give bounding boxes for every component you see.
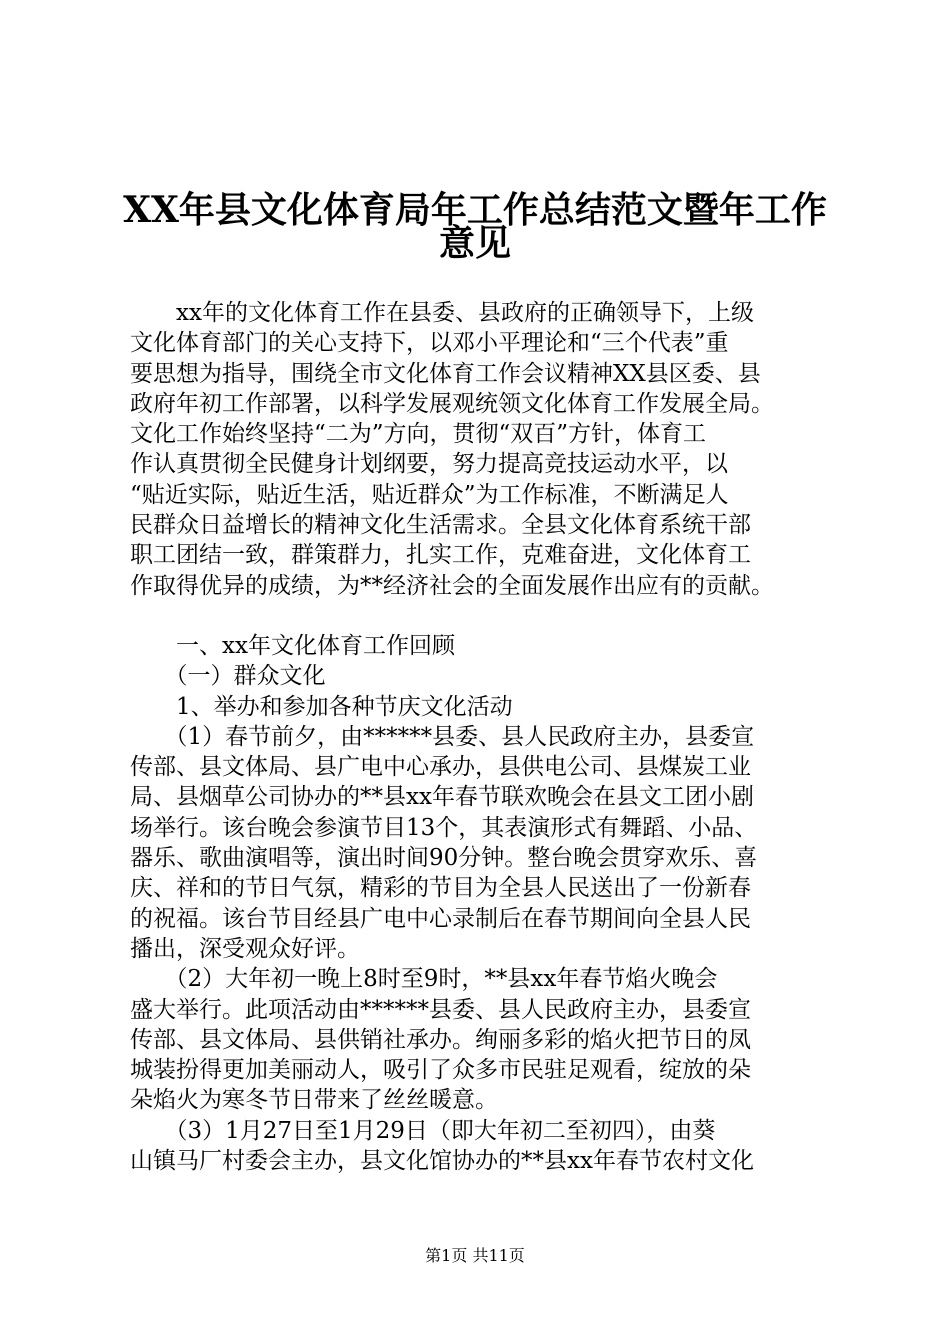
text-line: （3）1月27日至1月29日（即大年初二至初四），由葵 [130, 1117, 716, 1144]
text-line: 传部、县文体局、县广电中心承办，县供电公司、县煤炭工业 [130, 754, 751, 781]
text-line: 局、县烟草公司协办的**县xx年春节联欢晚会在县文工团小剧 [130, 784, 754, 811]
text-line: 民群众日益增长的精神文化生活需求。全县文化体育系统干部 [130, 512, 751, 539]
text-line: （1）春节前夕，由******县委、县人民政府主办，县委宣 [130, 723, 755, 750]
text-line: “贴近实际，贴近生活，贴近群众”为工作标准，不断满足人 [130, 481, 729, 508]
text-line: 场举行。该台晚会参演节目13个，其表演形式有舞蹈、小品、 [130, 814, 758, 841]
text-line: 作认真贯彻全民健身计划纲要，努力提高竞技运动水平，以 [130, 451, 728, 478]
text-line: 的祝福。该台节目经县广电中心录制后在春节期间向全县人民 [130, 905, 751, 932]
text-line: 文化体育部门的关心支持下，以邓小平理论和“三个代表”重 [130, 330, 729, 357]
text-line: 传部、县文体局、县供销社承办。绚丽多彩的焰火把节日的凤 [130, 1026, 751, 1053]
item-heading: 1、举办和参加各种节庆文化活动 [130, 693, 513, 720]
subsection-heading: （一）群众文化 [130, 663, 326, 690]
text-line: xx年的文化体育工作在县委、县政府的正确领导下，上级 [130, 300, 754, 326]
text-line: 城装扮得更加美丽动人，吸引了众多市民驻足观看，绽放的朵 [130, 1057, 751, 1084]
text-line: 器乐、歌曲演唱等，演出时间90分钟。整台晚会贯穿欢乐、喜 [130, 845, 758, 872]
text-line: 播出，深受观众好评。 [130, 935, 360, 962]
document-title-line-1: XX年县文化体育局年工作总结范文暨年工作 [123, 189, 827, 231]
document-body [130, 298, 850, 1176]
item-3-paragraph [130, 1116, 850, 1177]
text-line: 职工团结一致，群策群力，扎实工作，克难奋进，文化体育工 [130, 542, 751, 569]
paragraph-gap [130, 601, 850, 631]
page-footer: 第1页 共11页 [425, 1246, 525, 1265]
section-heading: 一、xx年文化体育工作回顾 [130, 632, 455, 659]
text-line: （2）大年初一晚上8时至9时，**县xx年春节焰火晚会 [130, 966, 718, 993]
text-line: 政府年初工作部署，以科学发展观统领文化体育工作发展全局。 [130, 390, 774, 417]
item-1-paragraph [130, 722, 850, 964]
text-line: 盛大举行。此项活动由******县委、县人民政府主办，县委宣 [130, 996, 751, 1023]
intro-paragraph [130, 298, 850, 601]
text-line: 朵焰火为寒冬节日带来了丝丝暖意。 [130, 1087, 498, 1114]
text-line: 文化工作始终坚持“二为”方向，贯彻“双百”方针，体育工 [130, 421, 707, 448]
text-line: 作取得优异的成绩，为**经济社会的全面发展作出应有的贡献。 [130, 572, 774, 599]
text-line: 要思想为指导，围绕全市文化体育工作会议精神XX县区委、县 [130, 360, 761, 387]
text-line: 山镇马厂村委会主办，县文化馆协办的**县xx年春节农村文化 [130, 1148, 754, 1175]
document-title-line-2: 意见 [438, 222, 511, 264]
text-line: 庆、祥和的节日气氛，精彩的节目为全县人民送出了一份新春 [130, 875, 751, 902]
item-2-paragraph [130, 964, 850, 1115]
